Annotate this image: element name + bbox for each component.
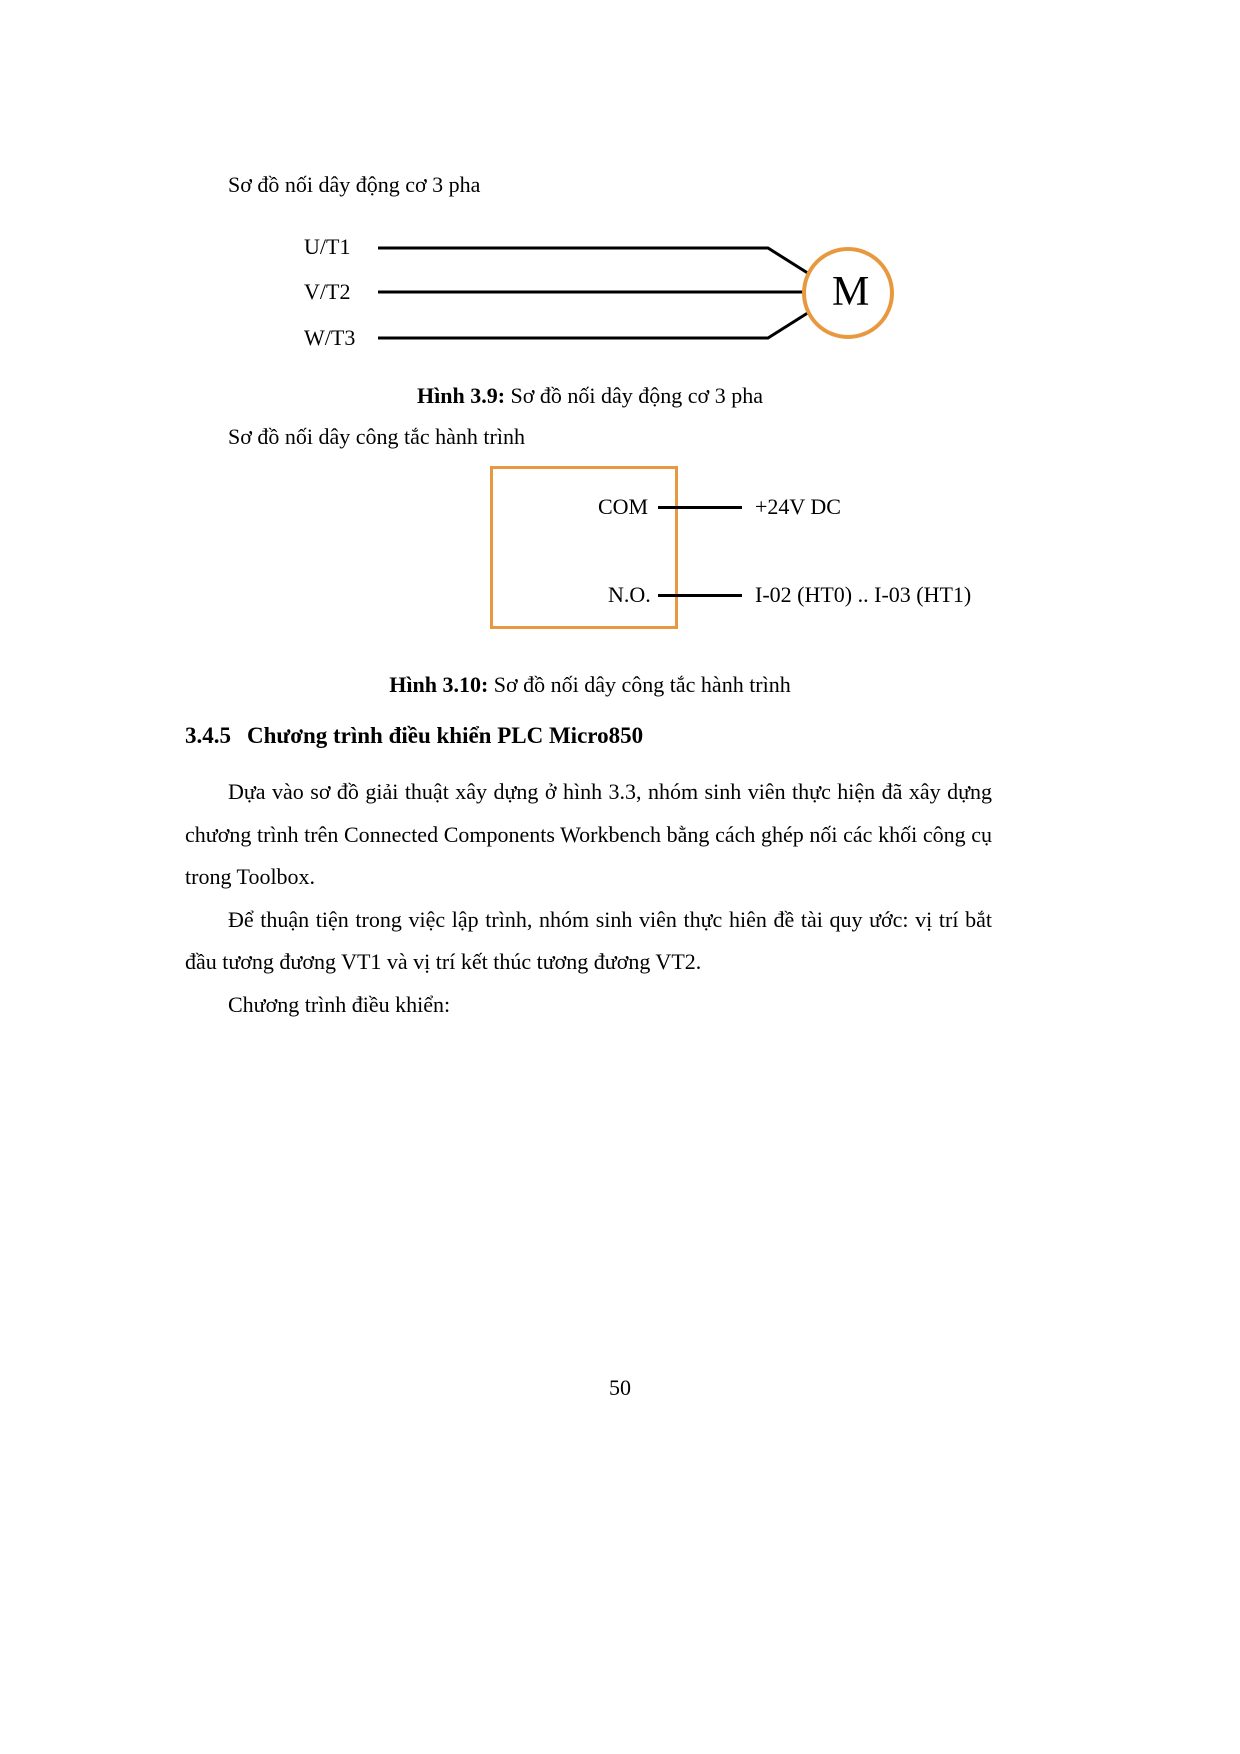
caption-3-9-text: Sơ đồ nối dây động cơ 3 pha	[505, 383, 763, 408]
no-target-label: I-02 (HT0) .. I-03 (HT1)	[755, 582, 972, 607]
paragraph: Chương trình điều khiển:	[228, 991, 451, 1017]
terminal-com-label: COM	[598, 494, 649, 519]
switch-figure-intro: Sơ đồ nối dây công tắc hành trình	[228, 424, 525, 449]
motor-wiring-lines	[300, 220, 920, 370]
caption-figure-3-9	[185, 383, 995, 409]
paragraph: Để thuận tiện trong việc lập trình, nhóm sinh viên thực hiên đề tài quy ước: vị trí bắt đầu tương đương VT1 và vị trí kết thúc tương đương VT2.	[185, 906, 992, 974]
motor-letter-m: M	[832, 269, 870, 315]
caption-3-9-number: Hình 3.9:	[417, 383, 506, 408]
wire-label-vt2: V/T2	[304, 279, 351, 304]
motor-wiring-diagram	[300, 220, 920, 370]
wire-label-ut1: U/T1	[304, 234, 351, 259]
section-heading	[185, 723, 643, 749]
wire-label-wt3: W/T3	[304, 325, 356, 350]
com-wire	[658, 506, 742, 509]
section-body	[185, 771, 992, 1026]
section-number: 3.4.5	[185, 723, 231, 748]
caption-3-10-text: Sơ đồ nối dây công tắc hành trình	[488, 672, 791, 697]
com-target-label: +24V DC	[755, 494, 841, 519]
no-wire	[658, 594, 742, 597]
page-number: 50	[609, 1375, 631, 1400]
caption-3-10-number: Hình 3.10:	[389, 672, 489, 697]
motor-figure-intro: Sơ đồ nối dây động cơ 3 pha	[228, 172, 481, 197]
switch-wiring-diagram	[490, 466, 1030, 636]
paragraph: Dựa vào sơ đồ giải thuật xây dựng ở hình 3.3, nhóm sinh viên thực hiện đã xây dựng chương trình trên Connected Components Workbench bằng cách ghép nối các khối công cụ trong Toolbox.	[185, 779, 992, 889]
terminal-no-label: N.O.	[608, 582, 651, 607]
caption-figure-3-10	[185, 672, 995, 698]
section-title: Chương trình điều khiển PLC Micro850	[247, 723, 644, 748]
